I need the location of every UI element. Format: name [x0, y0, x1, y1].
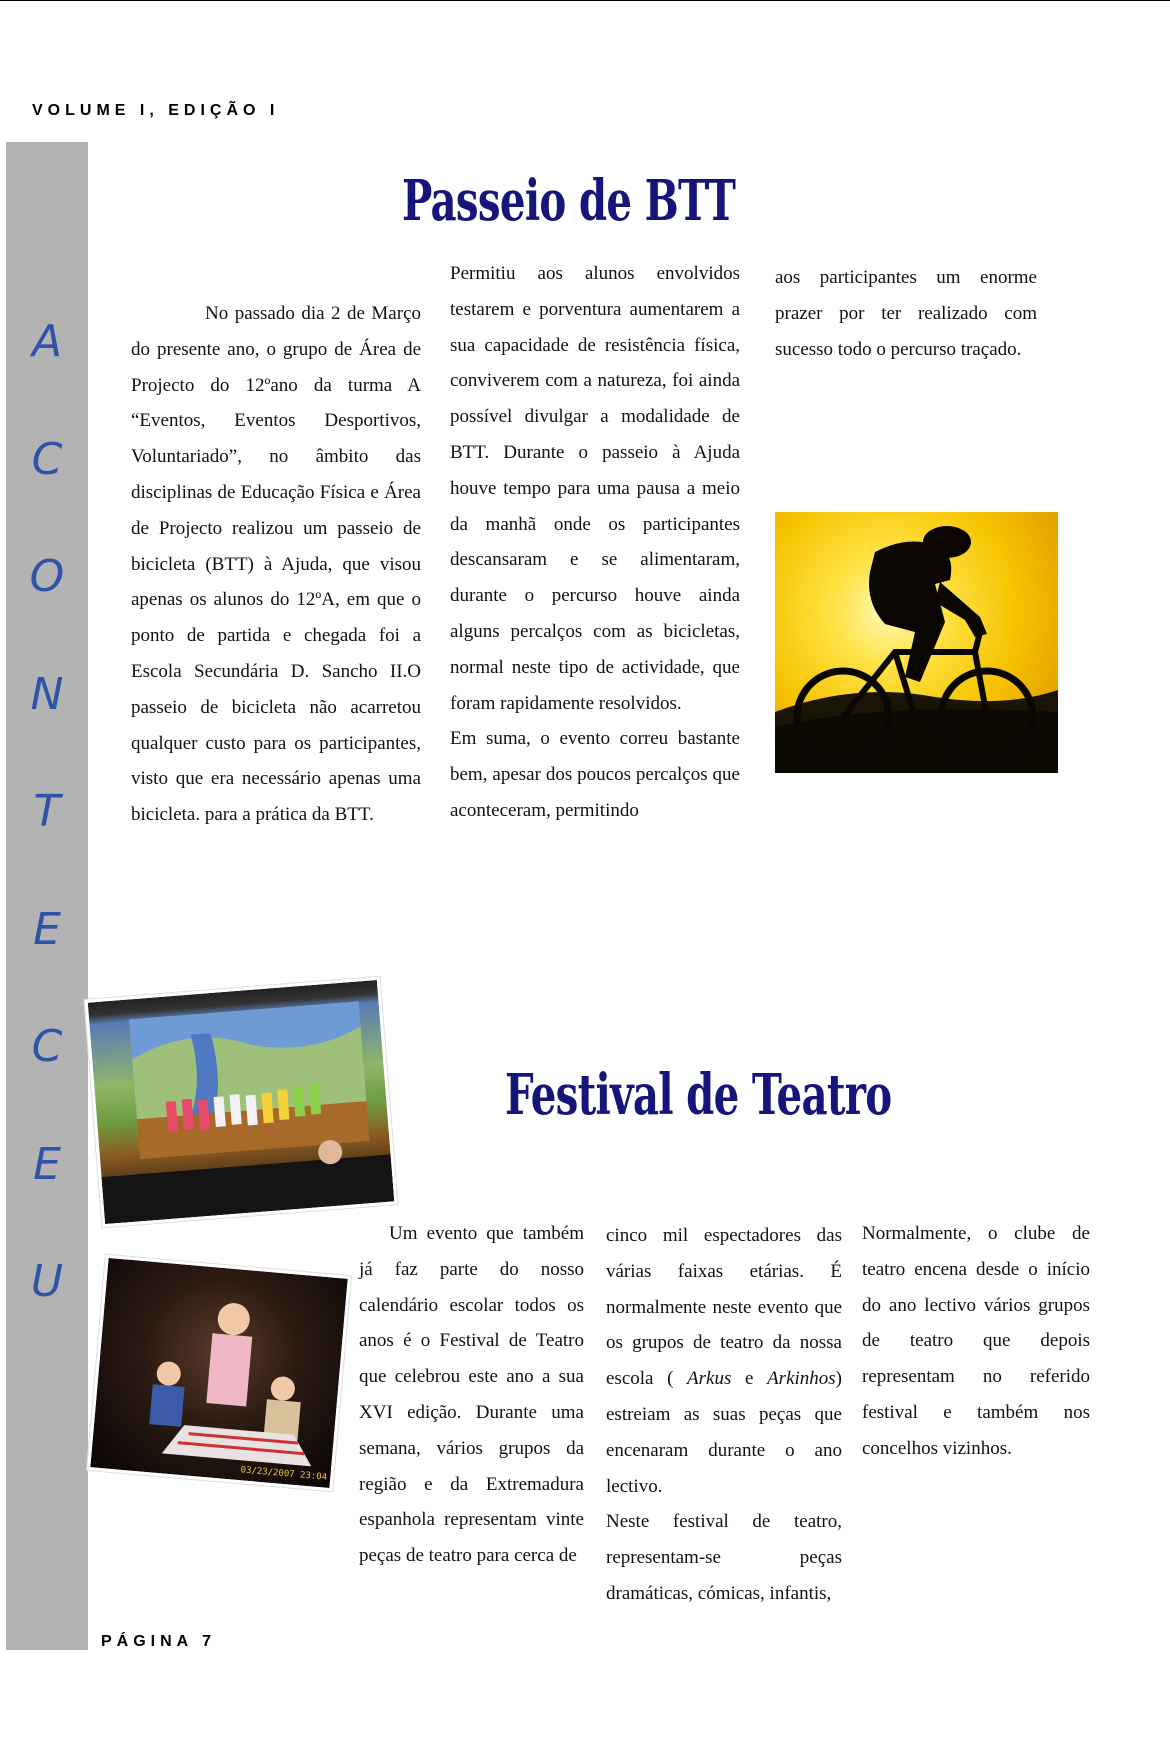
article-teatro-paragraph: Neste festival de teatro, representam-se peças dramáticas, cómicas, infantis,: [606, 1511, 842, 1604]
article-title-btt: Passeio de BTT: [402, 168, 736, 234]
article-btt-column-1: [131, 296, 421, 833]
sidebar-letter: O: [29, 551, 65, 602]
photo-timestamp: 03/23/2007 23:04: [240, 1465, 328, 1483]
article-title-teatro: Festival de Teatro: [505, 1062, 892, 1128]
sidebar-letter: N: [30, 668, 64, 720]
article-btt-column-3: [775, 260, 1037, 367]
article-teatro-column-3: [862, 1216, 1090, 1467]
sidebar-letter: T: [33, 786, 61, 837]
article-btt-paragraph: No passado dia 2 de Março do presente ano, o grupo de Área de Projecto do 12ºano da turma A “Eventos, Eventos Desportivos, Voluntariado”, no âmbito das disciplinas de Educação Física e Área de Projecto realizou um passeio de bicicleta (BTT) à Ajuda, que visou apenas os alunos do 12ºA, em que o ponto de partida e chegada foi a Escola Secundária D. Sancho II.O passeio de bicicleta não acarretou qualquer custo para os participantes, visto que era necessário apenas uma bicicleta. para a prática da BTT.: [131, 303, 421, 826]
page-number: PÁGINA 7: [101, 1633, 216, 1650]
article-teatro-paragraph: [606, 1218, 842, 1504]
sidebar-letter: A: [31, 316, 63, 367]
children-performance-photo: [87, 1255, 351, 1492]
article-btt-paragraph: Permitiu aos alunos envolvidos testarem e porventura aumentarem a sua capacidade de resistência física, conviverem com a natureza, foi ainda possível divulgar a modalidade de BTT. Durante o passeio à Ajuda houve tempo para uma pausa a meio da manhã onde os participantes descansaram e se alimentaram, durante o percurso houve ainda alguns percalços com as bicicletas, normal neste tipo de actividade, que foram rapidamente resolvidos.: [450, 263, 740, 714]
top-rule: [0, 0, 1170, 1]
group-name-arkus: Arkus: [687, 1368, 732, 1390]
group-name-arkinhos: Arkinhos: [767, 1368, 836, 1390]
sidebar-letter: C: [31, 433, 63, 485]
theater-stage-photo: [85, 977, 398, 1228]
text-run: ) estreiam as suas peças que encenaram durante o ano lectivo.: [606, 1368, 842, 1497]
text-run: e: [745, 1368, 754, 1390]
article-teatro-column-2: [606, 1218, 842, 1612]
article-btt-paragraph: Em suma, o evento correu bastante bem, apesar dos poucos percalços que aconteceram, permitindo: [450, 728, 740, 821]
cyclist-silhouette-photo: [775, 512, 1058, 773]
sidebar-letter: U: [30, 1256, 64, 1307]
article-btt-column-2: [450, 256, 740, 829]
sidebar-letter: C: [31, 1021, 63, 1072]
volume-header: VOLUME I, EDIÇÃO I: [32, 102, 280, 119]
article-btt-paragraph: aos participantes um enorme prazer por ter realizado com sucesso todo o percurso traçado.: [775, 267, 1037, 360]
sidebar-letter: E: [33, 1138, 61, 1190]
article-teatro-paragraph: Um evento que também já faz parte do nosso calendário escolar todos os anos é o Festival de Teatro que celebrou este ano a sua XVI edição. Durante uma semana, vários grupos da região e da Extremadura espanhola representam vinte peças de teatro para cerca de: [359, 1223, 584, 1567]
article-teatro-column-1: [359, 1216, 584, 1574]
sidebar-letter: E: [33, 903, 61, 955]
text-run: cinco mil espectadores das várias faixas etárias. É normalmente neste evento que os grupos de teatro da nossa escola (: [606, 1225, 842, 1390]
article-teatro-paragraph: Normalmente, o clube de teatro encena desde o início do ano lectivo vários grupos de teatro que depois representam no referido festival e também nos concelhos vizinhos.: [862, 1223, 1090, 1459]
sidebar-vertical-word: [14, 312, 80, 1370]
